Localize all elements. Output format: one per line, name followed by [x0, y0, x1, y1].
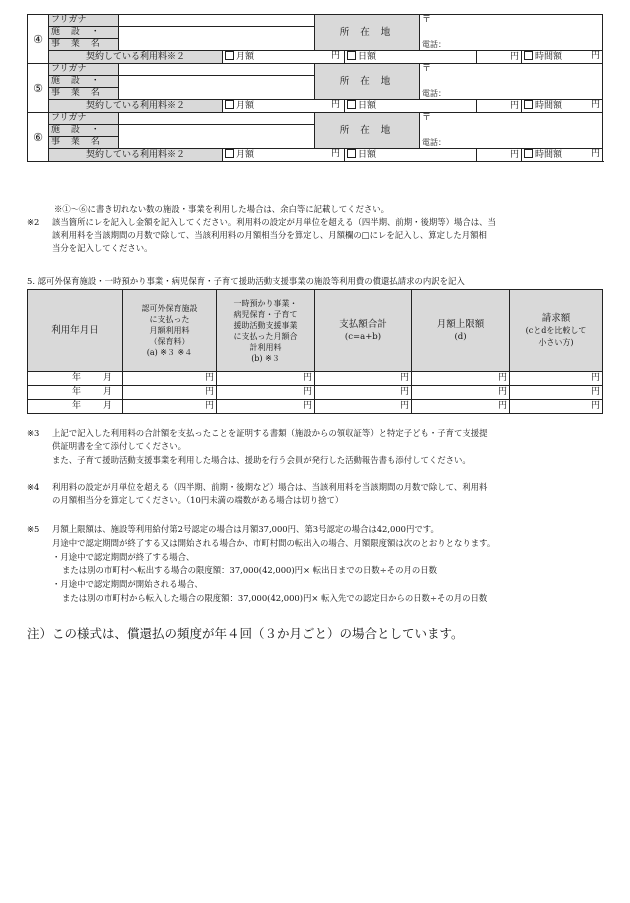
facility-block: [28, 113, 603, 125]
amount-cell[interactable]: 円: [123, 386, 217, 400]
amount-cell[interactable]: 円: [510, 386, 603, 400]
daily-fee-amount[interactable]: 円: [477, 149, 522, 162]
note-5-line3: ・月途中で認定期間が終了する場合、: [52, 552, 195, 562]
facility-name-label-1: 施 設 ・: [49, 76, 119, 88]
facility-block: [28, 15, 603, 27]
location-label: 所 在 地: [315, 15, 420, 51]
amount-cell[interactable]: 円: [412, 400, 510, 414]
reimbursement-table: [27, 289, 603, 414]
daily-fee-field[interactable]: 日額: [345, 100, 477, 113]
postal-mark: 〒: [422, 15, 432, 25]
location-input[interactable]: [420, 15, 603, 51]
amount-cell[interactable]: 円: [315, 386, 412, 400]
table-row: [28, 400, 603, 414]
amount-cell[interactable]: 円: [510, 400, 603, 414]
hourly-fee-field[interactable]: 時間額 円: [522, 100, 603, 113]
note-2-line2: 該利用料を当該期間の月数で除して、当該利用料の月額相当分を算定し、月額欄の□にレを記入し、算定した月額相: [52, 230, 487, 240]
amount-cell[interactable]: 円: [412, 386, 510, 400]
note-4-line1: 利用料の設定が月単位を超える（四半期、前期・後期など）場合は、当該利用料を当該期間の月数で除して、利用料: [52, 482, 488, 492]
header-claim-amount: 請求額 (cとdを比較して 小さい方): [510, 290, 603, 372]
location-label: 所 在 地: [315, 113, 420, 149]
phone-label: 電話：: [422, 138, 447, 147]
hourly-checkbox[interactable]: [524, 51, 533, 60]
furigana-label: フリガナ: [49, 15, 119, 27]
monthly-fee-field[interactable]: 月額 円: [223, 100, 345, 113]
hourly-fee-field[interactable]: 時間額 円: [522, 51, 603, 64]
facility-name-input[interactable]: [119, 125, 315, 149]
header-payment-total: 支払額合計 (c=a+b): [315, 290, 412, 372]
note-5-line1: 月額上限額は、施設等利用給付第2号認定の場合は月額37,000円、第3号認定の場合は42,000円です。: [52, 524, 439, 534]
note-3-line3: また、子育て援助活動支援事業を利用した場合は、援助を行う会員が発行した活動報告書も添付してください。: [52, 455, 471, 465]
daily-fee-field[interactable]: 日額: [345, 149, 477, 162]
hourly-checkbox[interactable]: [524, 100, 533, 109]
note-4-line2: の月額相当分を算定してください。（10円未満の端数がある場合は切り捨て）: [52, 495, 344, 505]
contract-fee-label: 契約している利用料※２: [49, 100, 223, 113]
table-row: [28, 372, 603, 386]
postal-mark: 〒: [422, 113, 432, 123]
note-3-line2: 供証明書を全て添付してください。: [52, 441, 186, 451]
location-label: 所 在 地: [315, 64, 420, 100]
usage-year-month[interactable]: 年 月: [28, 400, 123, 414]
daily-checkbox[interactable]: [347, 149, 356, 158]
daily-checkbox[interactable]: [347, 51, 356, 60]
furigana-label: フリガナ: [49, 64, 119, 76]
note-overflow: ※①～⑥に書き切れない数の施設・事業を利用した場合は、余白等に記載してください。: [54, 204, 389, 214]
note-3-mark: ※3: [27, 428, 40, 438]
note-3-line1: 上記で記入した利用料の合計額を支払ったことを証明する書類（施設からの領収証等）と特定子ども・子育て支援提: [52, 428, 488, 438]
facility-number: ⑤: [28, 64, 49, 113]
daily-fee-field[interactable]: 日額: [345, 51, 477, 64]
facility-name-label-2: 事 業 名: [49, 137, 119, 149]
amount-cell[interactable]: 円: [510, 372, 603, 386]
note-2-line1: 該当箇所にレを記入し金額を記入してください。利用料の設定が月単位を超える（四半期、前期・後期等）場合は、当: [52, 217, 496, 227]
facility-name-input[interactable]: [119, 76, 315, 100]
daily-fee-amount[interactable]: 円: [477, 51, 522, 64]
amount-cell[interactable]: 円: [123, 400, 217, 414]
contract-fee-label: 契約している利用料※２: [49, 51, 223, 64]
facility-name-label-2: 事 業 名: [49, 39, 119, 51]
phone-label: 電話：: [422, 89, 447, 98]
hourly-fee-field[interactable]: 時間額 円: [522, 149, 603, 162]
amount-cell[interactable]: 円: [217, 400, 315, 414]
monthly-fee-field[interactable]: 月額 円: [223, 51, 345, 64]
note-5-mark: ※5: [27, 524, 40, 534]
note-5-line4: または別の市町村へ転出する場合の限度額：37,000(42,000)円× 転出日までの日数÷その月の日数: [62, 565, 437, 575]
contract-fee-label: 契約している利用料※２: [49, 149, 223, 162]
monthly-fee-field[interactable]: 月額 円: [223, 149, 345, 162]
furigana-input[interactable]: [119, 113, 315, 125]
note-4-mark: ※4: [27, 482, 40, 492]
facility-table: [27, 14, 603, 162]
monthly-checkbox[interactable]: [225, 51, 234, 60]
header-monthly-cap: 月額上限額 (d): [412, 290, 510, 372]
amount-cell[interactable]: 円: [217, 372, 315, 386]
table-row: [28, 386, 603, 400]
facility-name-input[interactable]: [119, 27, 315, 51]
note-5-line5: ・月途中で認定期間が開始される場合、: [52, 579, 203, 589]
usage-year-month[interactable]: 年 月: [28, 372, 123, 386]
amount-cell[interactable]: 円: [217, 386, 315, 400]
note-2-line3: 当分を記入してください。: [52, 243, 153, 253]
postal-mark: 〒: [422, 64, 432, 74]
amount-cell[interactable]: 円: [412, 372, 510, 386]
furigana-label: フリガナ: [49, 113, 119, 125]
note-5-line2: 月途中で認定期間が終了する又は開始される場合か、市町村間の転出入の場合、月額限度額は次のとおりとなります。: [52, 538, 496, 548]
amount-cell[interactable]: 円: [123, 372, 217, 386]
facility-name-label-2: 事 業 名: [49, 88, 119, 100]
header-temporary-care-fee: 一時預かり事業・ 病児保育・子育て 援助活動支援事業 に支払った月額合 計利用料 (b) ※３: [217, 290, 315, 372]
amount-cell[interactable]: 円: [315, 372, 412, 386]
header-usage-month: 利用年月日: [28, 290, 123, 372]
footer-note: 注）この様式は、償還払の頻度が年４回（３か月ごと）の場合としています。: [27, 626, 464, 641]
hourly-checkbox[interactable]: [524, 149, 533, 158]
section5-title: 5. 認可外保育施設・一時預かり事業・病児保育・子育て援助活動支援事業の施設等利用費の償還払請求の内訳を記入: [27, 276, 465, 286]
facility-block: [28, 64, 603, 76]
furigana-input[interactable]: [119, 15, 315, 27]
location-input[interactable]: [420, 113, 603, 149]
monthly-checkbox[interactable]: [225, 149, 234, 158]
usage-year-month[interactable]: 年 月: [28, 386, 123, 400]
daily-fee-amount[interactable]: 円: [477, 100, 522, 113]
facility-number: ④: [28, 15, 49, 64]
furigana-input[interactable]: [119, 64, 315, 76]
phone-label: 電話：: [422, 40, 447, 49]
amount-cell[interactable]: 円: [315, 400, 412, 414]
monthly-checkbox[interactable]: [225, 100, 234, 109]
daily-checkbox[interactable]: [347, 100, 356, 109]
note-5-line6: または別の市町村から転入した場合の限度額：37,000(42,000)円× 転入先での認定日からの日数÷その月の日数: [62, 593, 488, 603]
facility-name-label-1: 施 設 ・: [49, 27, 119, 39]
facility-number: ⑥: [28, 113, 49, 162]
header-unlicensed-fee: 認可外保育施設 に支払った 月額利用料 （保育料） (a) ※３ ※４: [123, 290, 217, 372]
location-input[interactable]: [420, 64, 603, 100]
note-2-mark: ※2: [27, 217, 40, 227]
facility-name-label-1: 施 設 ・: [49, 125, 119, 137]
